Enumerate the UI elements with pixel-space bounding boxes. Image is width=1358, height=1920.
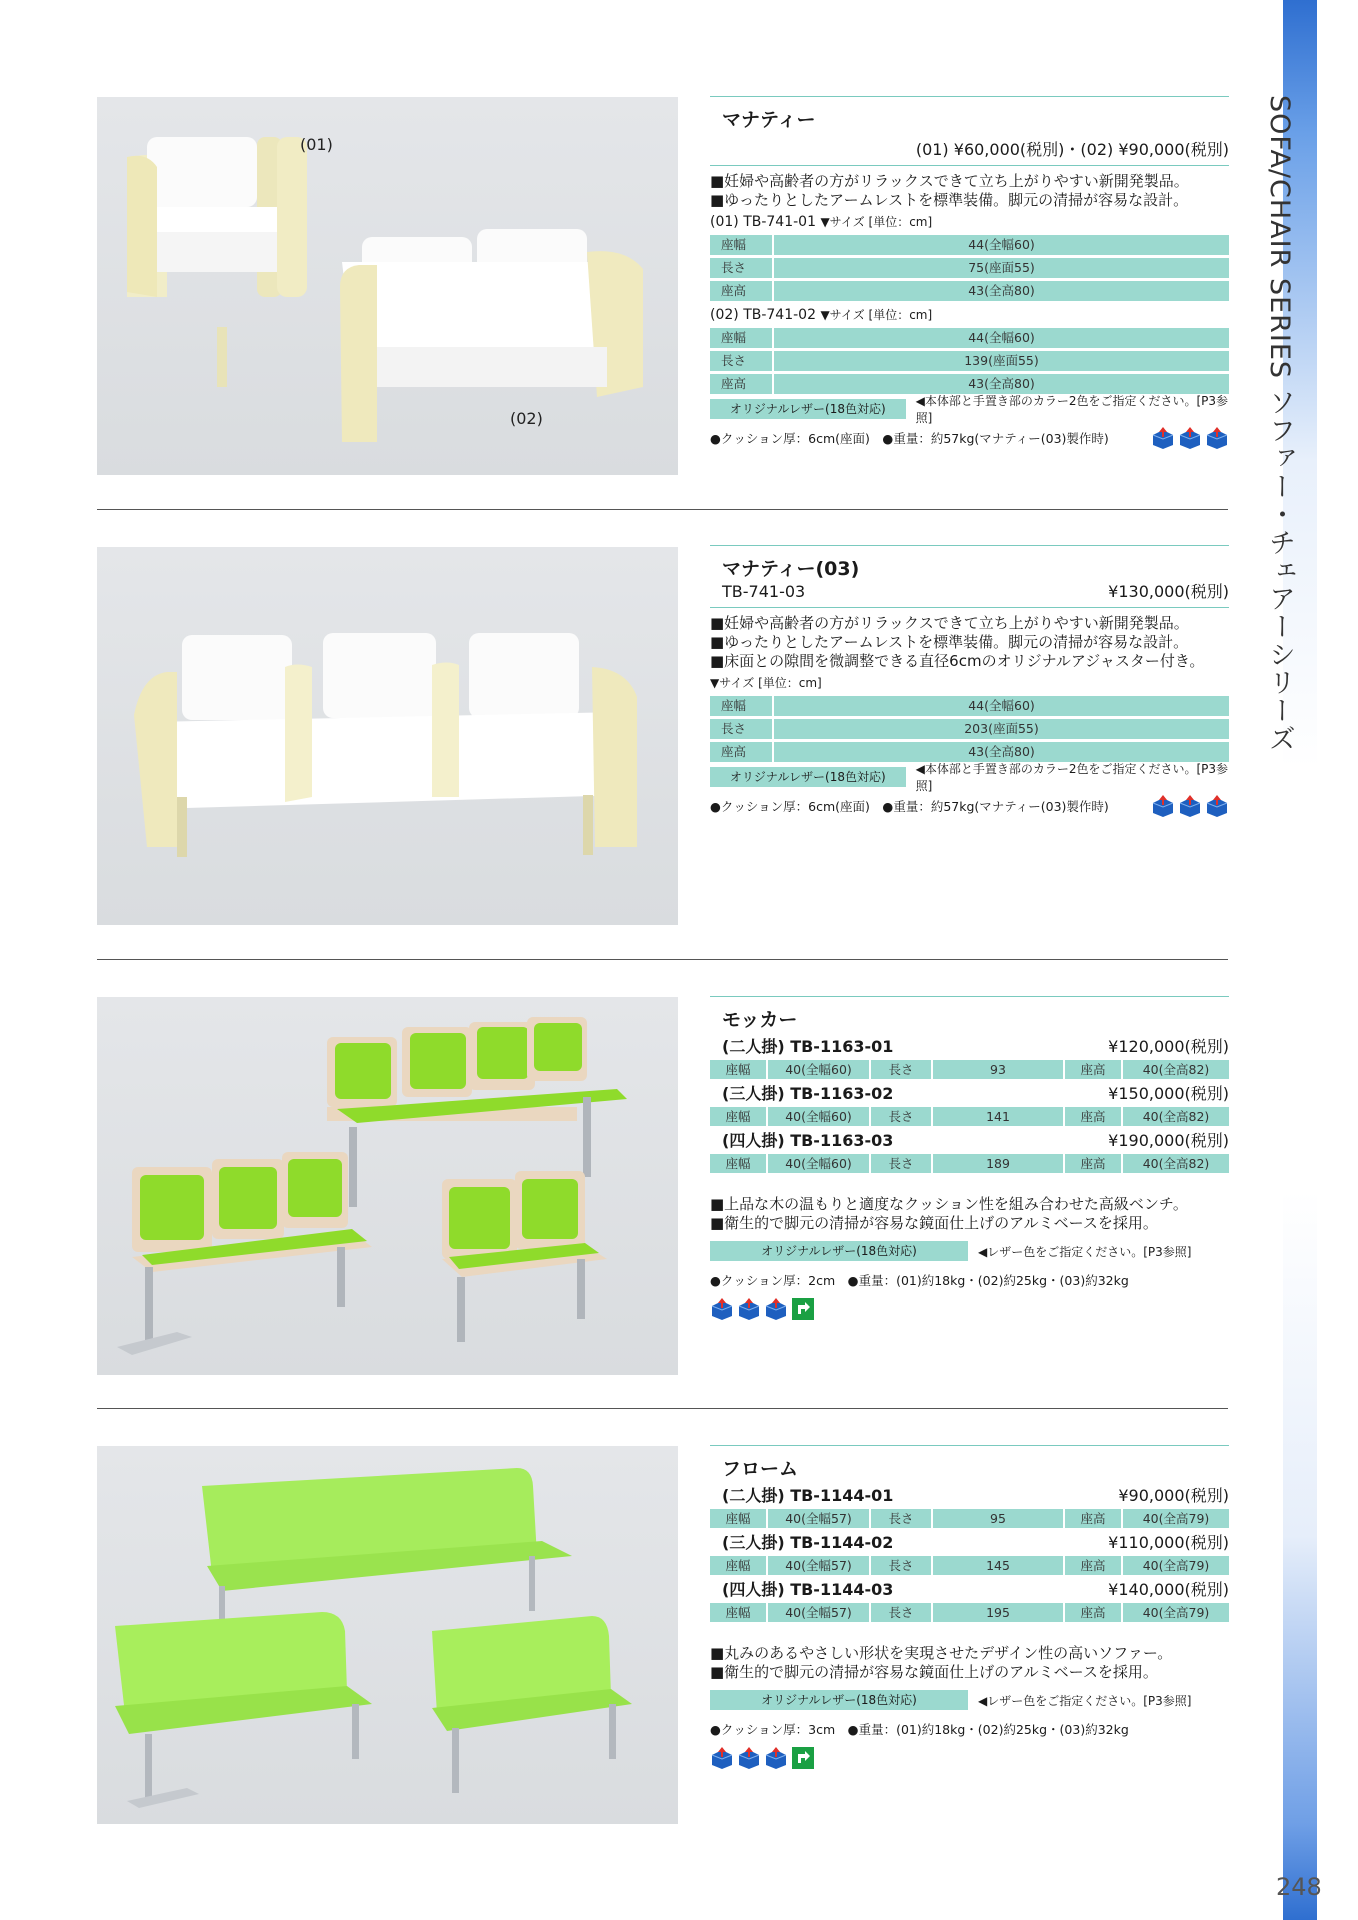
bottom-row: [710, 1267, 1229, 1293]
photo-label-01: (01): [300, 135, 333, 154]
product-name: マナティー(03): [722, 558, 860, 580]
leather-row: [710, 762, 1229, 793]
spec-label: 座高: [1065, 1107, 1121, 1126]
bottom-row: [710, 1716, 1229, 1742]
product-info-manatee: [710, 96, 1229, 451]
size-header-01: [710, 213, 1229, 232]
spec-label: 座幅: [710, 328, 772, 348]
spec-value: 40(全高82): [1123, 1060, 1229, 1079]
model-number: (02) TB-741-02: [710, 307, 816, 323]
description: [710, 1195, 1229, 1233]
spec-label: 座幅: [710, 1060, 766, 1079]
shipping-box-icon: [764, 1297, 788, 1321]
mokka-bench-illustration: [97, 997, 678, 1375]
leather-label: オリジナルレザー(18色対応): [710, 767, 906, 787]
spec-value: 40(全幅57): [768, 1556, 869, 1575]
product-photo-frohm: [97, 1446, 678, 1824]
spec-value: 195: [933, 1603, 1063, 1622]
size-note: ▼サイズ [単位：cm]: [820, 308, 933, 322]
side-title-en: SOFA/CHAIR SERIES: [1264, 95, 1295, 380]
model-price-row: [710, 1485, 1229, 1507]
spec-label: 座高: [1065, 1556, 1121, 1575]
leather-row: [710, 394, 1229, 425]
description: [710, 172, 1229, 210]
spec-value: 43(全高80): [774, 281, 1229, 301]
spec-label: 座高: [710, 742, 772, 762]
description-line: ■衛生的で脚元の清掃が容易な鏡面仕上げのアルミベースを採用。: [710, 1663, 1158, 1681]
description-line: ■床面との隙間を微調整できる直径6cmのオリジナルアジャスター付き。: [710, 652, 1205, 670]
description-line: ■上品な木の温もりと適度なクッション性を組み合わせた高級ベンチ。: [710, 1195, 1188, 1213]
spec-label: 座幅: [710, 235, 772, 255]
model-number: (三人掛) TB-1144-02: [722, 1533, 894, 1552]
shipping-box-icon: [710, 1746, 734, 1770]
product-photo-manatee-03: [97, 547, 678, 925]
spec-row: [710, 374, 1229, 394]
spec-value: 40(全高79): [1123, 1603, 1229, 1622]
spec-label: 座幅: [710, 1154, 766, 1173]
leather-note: ◀レザー色をご指定ください。[P3参照]: [978, 1244, 1192, 1259]
description-line: ■妊婦や高齢者の方がリラックスできて立ち上がりやすい新開発製品。: [710, 172, 1189, 190]
model-price-row: [710, 1083, 1229, 1105]
shipping-box-icon: [1178, 426, 1202, 450]
spec-value: 141: [933, 1107, 1063, 1126]
spec-row: [710, 1509, 1229, 1528]
spec-label: 座幅: [710, 1509, 766, 1528]
model-price-row: [710, 1036, 1229, 1058]
description-line: ■ゆったりとしたアームレストを標準装備。脚元の清掃が容易な設計。: [710, 191, 1189, 209]
spec-label: 長さ: [710, 351, 772, 371]
page-number: 248: [1276, 1873, 1322, 1901]
spec-row: [710, 1060, 1229, 1079]
spec-label: 座高: [1065, 1509, 1121, 1528]
product-info-frohm: [710, 1445, 1229, 1770]
photo-label-02: (02): [510, 409, 543, 428]
spec-value: 145: [933, 1556, 1063, 1575]
price: ¥150,000(税別): [1108, 1084, 1229, 1103]
shipping-box-icon: [737, 1746, 761, 1770]
shipping-box-icon: [1205, 794, 1229, 818]
spec-value: 40(全幅57): [768, 1509, 869, 1528]
spec-value: 44(全幅60): [774, 235, 1229, 255]
product-photo-mokka: [97, 997, 678, 1375]
spec-row: [710, 742, 1229, 762]
product-photo-manatee: [97, 97, 678, 475]
spec-value: 40(全高82): [1123, 1107, 1229, 1126]
manatee-03-sofa-illustration: [97, 547, 678, 925]
section-divider: [97, 509, 1228, 510]
spec-row: [710, 1107, 1229, 1126]
rule: [710, 996, 1229, 997]
spec-row: [710, 351, 1229, 371]
spec-value: 40(全高79): [1123, 1556, 1229, 1575]
cushion-weight-note: ●クッション厚：3cm ●重量：(01)約18kg・(02)約25kg・(03)約32kg: [710, 1722, 1129, 1737]
spec-label: 長さ: [710, 258, 772, 278]
spec-label: 座幅: [710, 1107, 766, 1126]
price-row: [710, 139, 1229, 161]
spec-label: 座幅: [710, 696, 772, 716]
model-number: (四人掛) TB-1144-03: [722, 1580, 894, 1599]
spec-value: 40(全幅57): [768, 1603, 869, 1622]
spec-label: 長さ: [871, 1556, 931, 1575]
rule: [710, 165, 1229, 166]
product-name: マナティー: [722, 109, 816, 131]
description-line: ■妊婦や高齢者の方がリラックスできて立ち上がりやすい新開発製品。: [710, 614, 1189, 632]
price: ¥130,000(税別): [1108, 582, 1229, 601]
spec-label: 長さ: [871, 1603, 931, 1622]
shipping-box-icon: [1205, 426, 1229, 450]
shipping-box-icon: [710, 1297, 734, 1321]
spec-label: 長さ: [710, 719, 772, 739]
model-number: (三人掛) TB-1163-02: [722, 1084, 894, 1103]
leather-label: オリジナルレザー(18色対応): [710, 399, 906, 419]
leather-label: オリジナルレザー(18色対応): [710, 1690, 968, 1710]
side-title-jp: ソファー・チェアーシリーズ: [1264, 388, 1295, 753]
rule: [710, 545, 1229, 546]
price: ¥120,000(税別): [1108, 1037, 1229, 1056]
model-price-row: [710, 1532, 1229, 1554]
size-note: ▼サイズ [単位：cm]: [710, 676, 822, 690]
spec-value: 189: [933, 1154, 1063, 1173]
section-divider: [97, 959, 1228, 960]
description-line: ■衛生的で脚元の清掃が容易な鏡面仕上げのアルミベースを採用。: [710, 1214, 1158, 1232]
leather-label: オリジナルレザー(18色対応): [710, 1241, 968, 1261]
spec-value: 44(全幅60): [774, 328, 1229, 348]
spec-value: 40(全高82): [1123, 1154, 1229, 1173]
spec-row: [710, 1556, 1229, 1575]
cushion-weight-note: ●クッション厚：6cm(座面) ●重量：約57kg(マナティー(03)製作時): [710, 799, 1109, 814]
model-number: TB-741-03: [722, 582, 806, 601]
spec-label: 長さ: [871, 1107, 931, 1126]
model-number: (四人掛) TB-1163-03: [722, 1131, 894, 1150]
spec-row: [710, 328, 1229, 348]
spec-value: 40(全高79): [1123, 1509, 1229, 1528]
section-divider: [97, 1408, 1228, 1409]
price: ¥140,000(税別): [1108, 1580, 1229, 1599]
icon-group: [710, 1297, 1229, 1321]
shipping-box-icon: [1178, 794, 1202, 818]
rule: [710, 96, 1229, 97]
spec-label: 座幅: [710, 1603, 766, 1622]
description: [710, 1644, 1229, 1682]
leather-note: ◀レザー色をご指定ください。[P3参照]: [978, 1693, 1192, 1708]
price: ¥190,000(税別): [1108, 1131, 1229, 1150]
model-price-row: [710, 581, 1229, 603]
spec-value: 93: [933, 1060, 1063, 1079]
cushion-weight-note: ●クッション厚：6cm(座面) ●重量：約57kg(マナティー(03)製作時): [710, 431, 1109, 446]
price: ¥110,000(税別): [1108, 1533, 1229, 1552]
spec-label: 長さ: [871, 1509, 931, 1528]
model-price-row: [710, 1579, 1229, 1601]
recycle-icon: [791, 1746, 815, 1770]
leather-note: ◀本体部と手置き部のカラー2色をご指定ください。[P3参照]: [915, 394, 1229, 425]
spec-value: 44(全幅60): [774, 696, 1229, 716]
recycle-icon: [791, 1297, 815, 1321]
product-info-manatee-03: [710, 545, 1229, 819]
spec-value: 139(座面55): [774, 351, 1229, 371]
price: (01) ¥60,000(税別)・(02) ¥90,000(税別): [915, 140, 1229, 159]
leather-row: [710, 1690, 1229, 1710]
spec-row: [710, 281, 1229, 301]
spec-row: [710, 258, 1229, 278]
spec-value: 95: [933, 1509, 1063, 1528]
size-note: ▼サイズ [単位：cm]: [820, 215, 933, 229]
spec-value: 40(全幅60): [768, 1060, 869, 1079]
spec-row: [710, 1154, 1229, 1173]
spec-label: 座幅: [710, 1556, 766, 1575]
spec-label: 座高: [710, 281, 772, 301]
cushion-weight-note: ●クッション厚：2cm ●重量：(01)約18kg・(02)約25kg・(03)約32kg: [710, 1273, 1129, 1288]
manatee-sofa-illustration: [97, 97, 678, 475]
side-title: [1260, 95, 1299, 753]
description: [710, 614, 1229, 671]
product-name: モッカー: [722, 1009, 798, 1031]
spec-value: 75(座面55): [774, 258, 1229, 278]
spec-value: 43(全高80): [774, 374, 1229, 394]
spec-value: 40(全幅60): [768, 1107, 869, 1126]
leather-row: [710, 1241, 1229, 1261]
model-price-row: [710, 1130, 1229, 1152]
shipping-box-icon: [1151, 794, 1175, 818]
rule: [710, 1445, 1229, 1446]
product-info-mokka: [710, 996, 1229, 1321]
shipping-box-icon: [1151, 426, 1175, 450]
spec-value: 43(全高80): [774, 742, 1229, 762]
size-header-02: [710, 306, 1229, 325]
spec-label: 座高: [710, 374, 772, 394]
spec-label: 長さ: [871, 1060, 931, 1079]
spec-row: [710, 235, 1229, 255]
bottom-row: [710, 793, 1229, 819]
spec-label: 座高: [1065, 1154, 1121, 1173]
spec-value: 203(座面55): [774, 719, 1229, 739]
icon-group: [1151, 794, 1229, 818]
spec-row: [710, 719, 1229, 739]
bottom-row: [710, 425, 1229, 451]
spec-label: 長さ: [871, 1154, 931, 1173]
leather-note: ◀本体部と手置き部のカラー2色をご指定ください。[P3参照]: [915, 762, 1229, 793]
size-header: [710, 674, 1229, 693]
price: ¥90,000(税別): [1118, 1486, 1229, 1505]
description-line: ■ゆったりとしたアームレストを標準装備。脚元の清掃が容易な設計。: [710, 633, 1189, 651]
description-line: ■丸みのあるやさしい形状を実現させたデザイン性の高いソファー。: [710, 1644, 1173, 1662]
frohm-sofa-illustration: [97, 1446, 678, 1824]
spec-row: [710, 1603, 1229, 1622]
model-number: (二人掛) TB-1163-01: [722, 1037, 894, 1056]
spec-label: 座高: [1065, 1060, 1121, 1079]
icon-group: [1151, 426, 1229, 450]
product-name: フローム: [722, 1458, 799, 1480]
model-number: (01) TB-741-01: [710, 214, 816, 230]
icon-group: [710, 1746, 1229, 1770]
rule: [710, 607, 1229, 608]
spec-label: 座高: [1065, 1603, 1121, 1622]
model-number: (二人掛) TB-1144-01: [722, 1486, 894, 1505]
spec-value: 40(全幅60): [768, 1154, 869, 1173]
shipping-box-icon: [764, 1746, 788, 1770]
shipping-box-icon: [737, 1297, 761, 1321]
spec-row: [710, 696, 1229, 716]
